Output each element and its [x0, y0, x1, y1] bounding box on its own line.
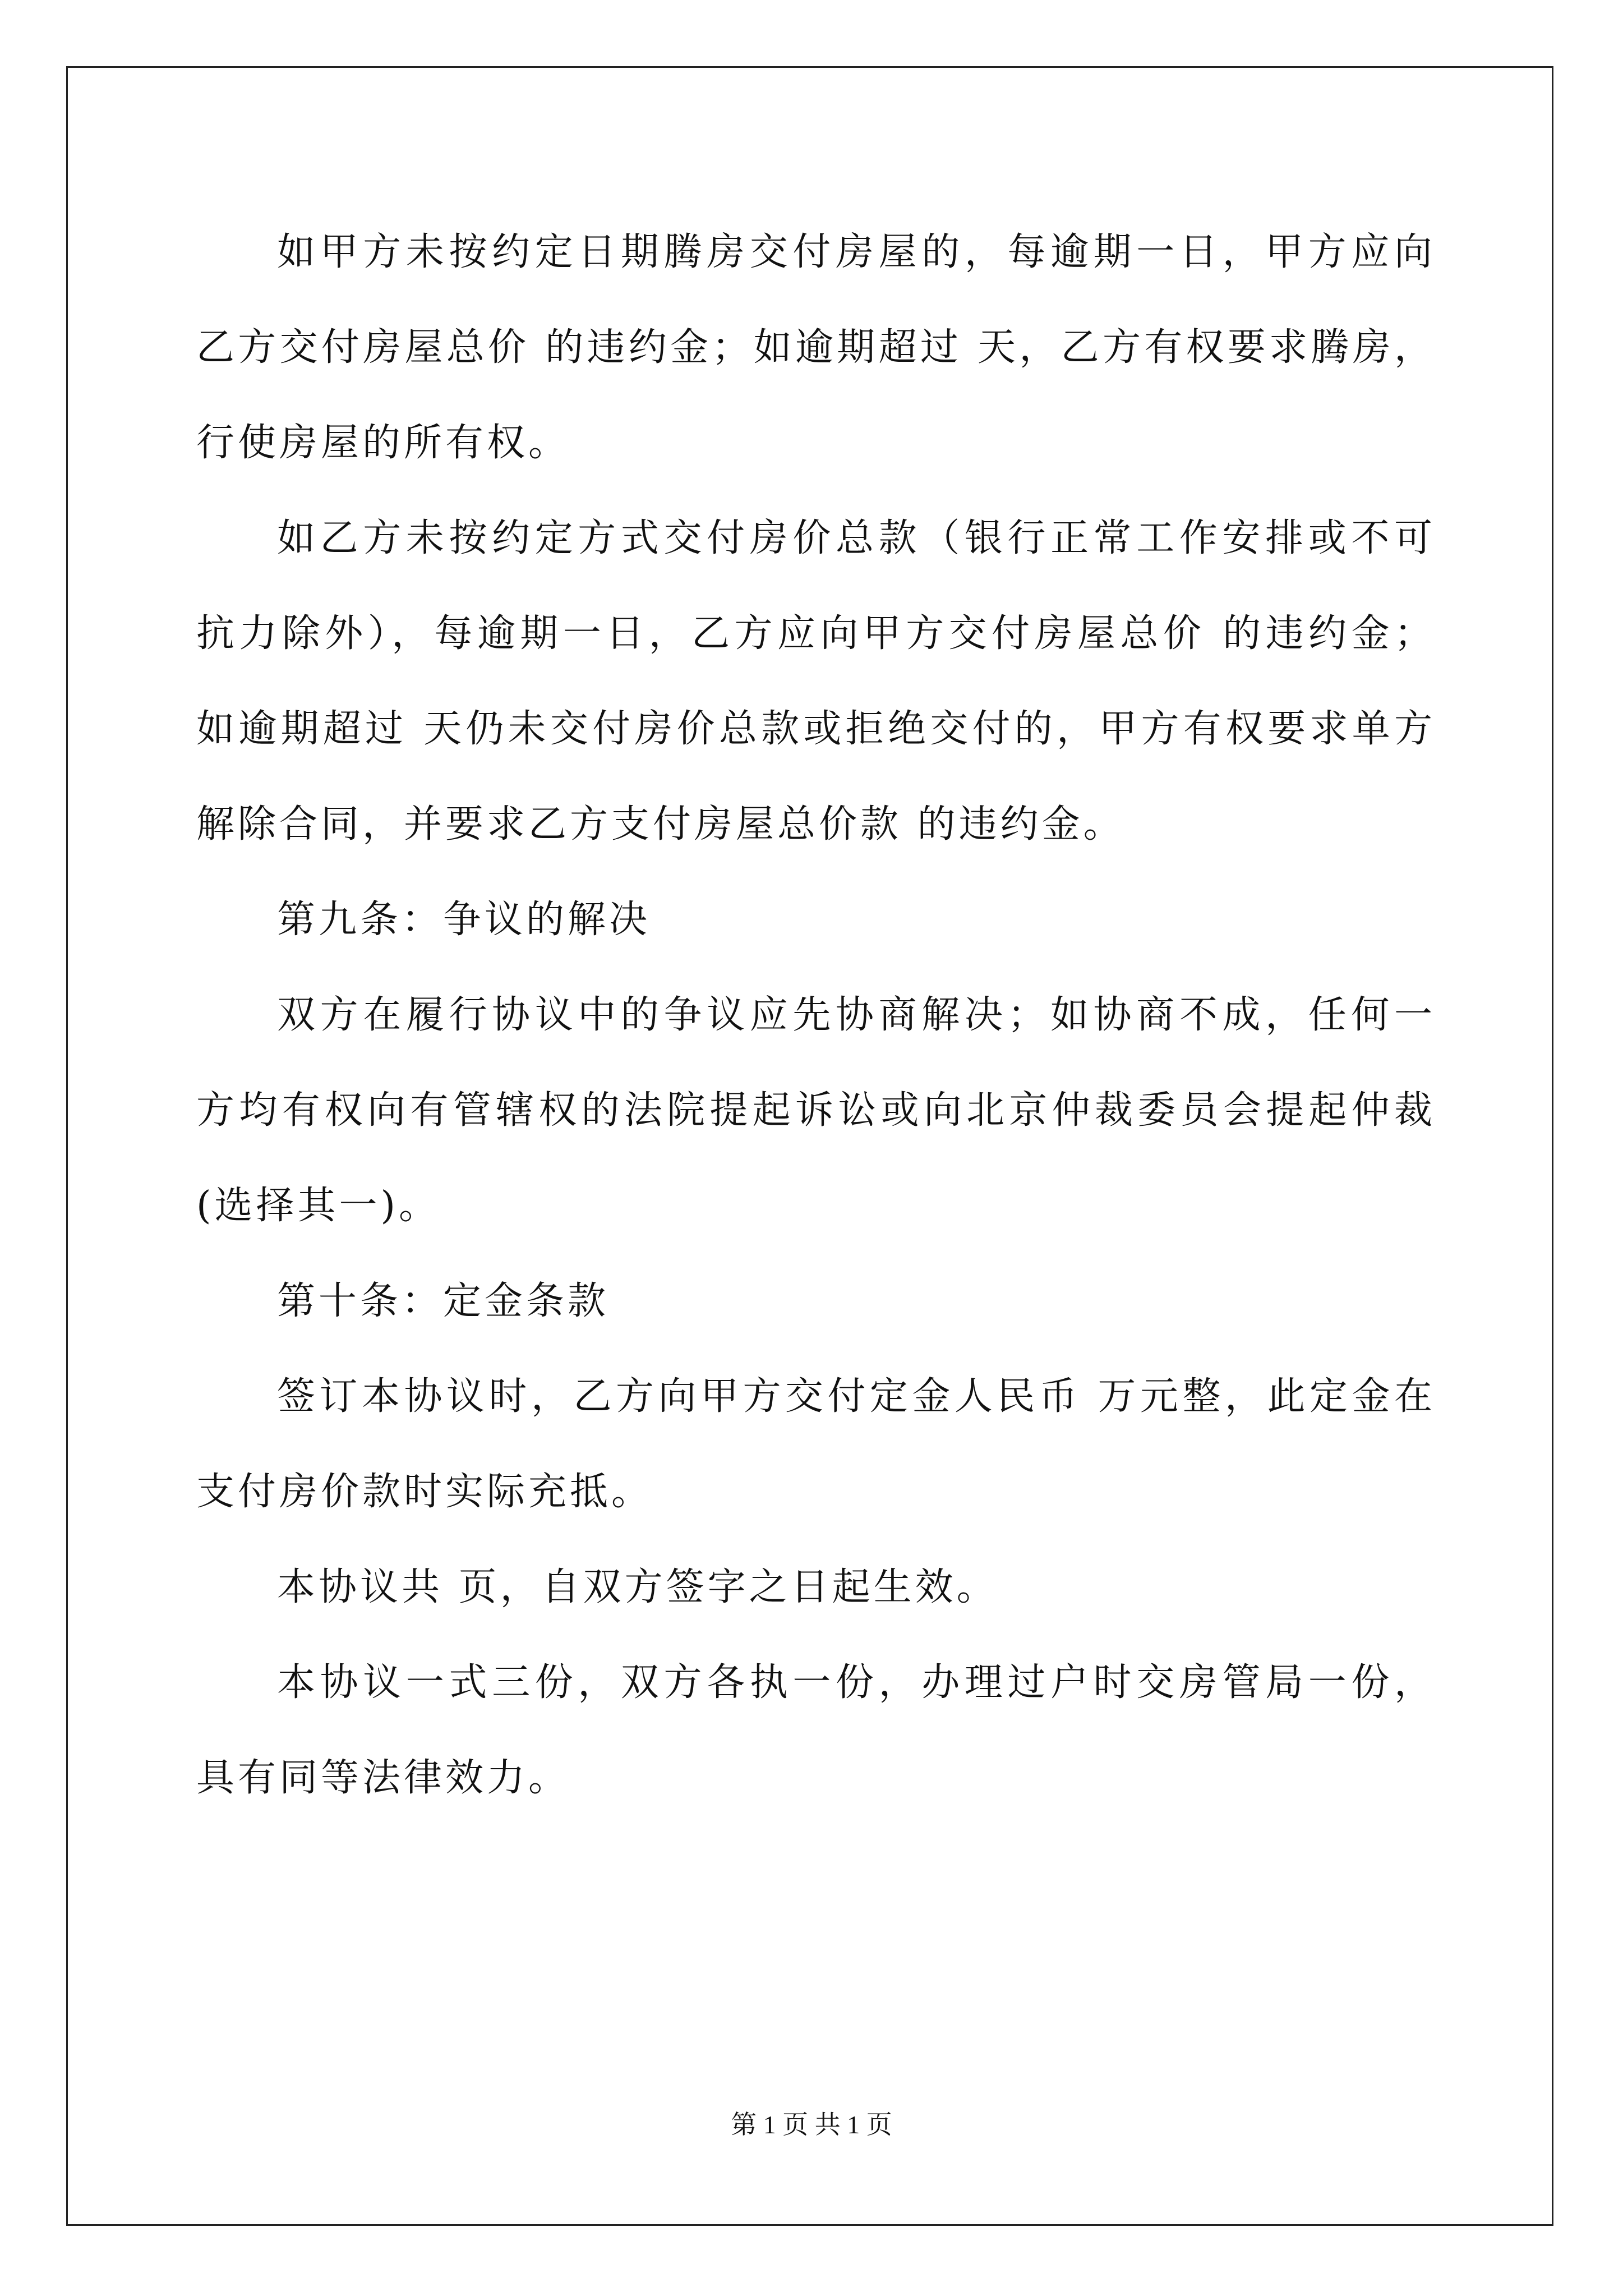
heading-article-nine: 第九条：争议的解决 — [277, 898, 651, 942]
paragraph-seller-late-delivery: 如甲方未按约定日期腾房交付房屋的，每逾期一日，甲方应向乙方交付房屋总价 的违约金；如逾期超过 天，乙方有权要求腾房，行使房屋的所有权。 — [196, 230, 1436, 465]
paragraph-buyer-late-payment: 如乙方未按约定方式交付房价总款（银行正常工作安排或不可抗力除外），每逾期一日，乙方应向甲方交付房屋总价 的违约金；如逾期超过 天仍未交付房价总款或拒绝交付的，甲方有权要求单方解除合同，并要求乙方支付房屋总价款 的违约金。 — [196, 516, 1436, 846]
paragraph-copies: 本协议一式三份，双方各执一份，办理过户时交房管局一份，具有同等法律效力。 — [196, 1660, 1436, 1800]
paragraph-dispute-resolution: 双方在履行协议中的争议应先协商解决；如协商不成，任何一方均有权向有管辖权的法院提起诉讼或向北京仲裁委员会提起仲裁(选择其一)。 — [196, 993, 1436, 1228]
paragraph-deposit-terms: 签订本协议时，乙方向甲方交付定金人民币 万元整，此定金在支付房价款时实际充抵。 — [196, 1374, 1436, 1514]
paragraph-page-count: 本协议共 页，自双方签字之日起生效。 — [277, 1565, 998, 1609]
page-footer: 第 1 页 共 1 页 — [731, 2110, 892, 2139]
document-body — [196, 205, 1436, 1826]
heading-article-ten: 第十条：定金条款 — [277, 1279, 610, 1323]
